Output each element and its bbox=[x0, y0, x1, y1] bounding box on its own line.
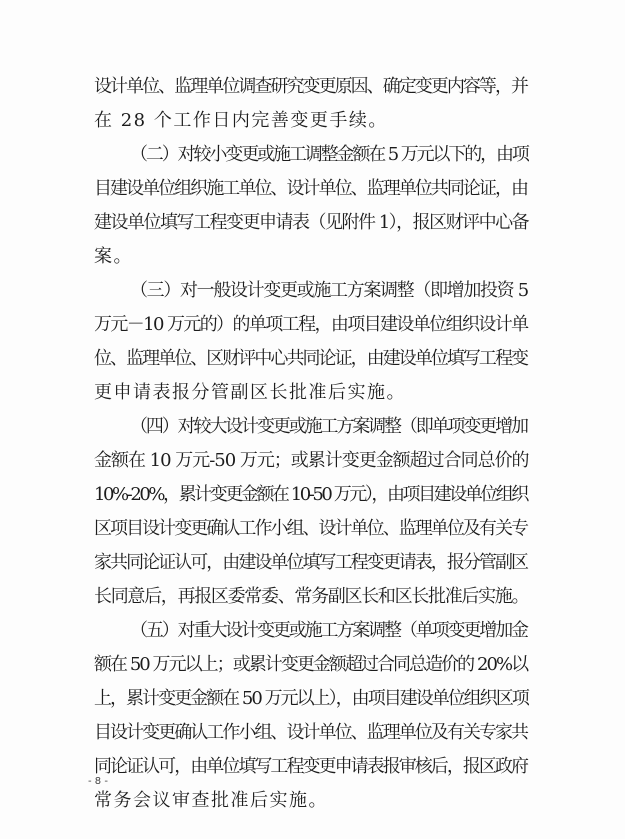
text-line: 同论证认可，由单位填写工程变更申请表报审核后，报区政府 bbox=[94, 756, 528, 777]
text-line: 常务会议审查批准后实施。 bbox=[94, 790, 328, 811]
text-line: 位、监理单位、区财评中心共同论证，由建设单位填写工程变 bbox=[94, 348, 528, 369]
text-line: 在 28 个工作日内完善变更手续。 bbox=[94, 110, 388, 131]
text-line: 上，累计变更金额在 50 万元以上），由项目建设单位组织区项 bbox=[94, 688, 528, 709]
text-line: （二）对较小变更或施工调整金额在 5 万元以下的，由项 bbox=[130, 144, 528, 165]
text-line: 长同意后，再报区委常委、常务副区长和区长批准后实施。 bbox=[94, 586, 529, 607]
text-line: 额在 50 万元以上；或累计变更金额超过合同总造价的 20%以 bbox=[94, 654, 528, 675]
text-line: 金额在 10 万元-50 万元；或累计变更金额超过合同总价的 bbox=[94, 450, 529, 471]
page-number: - 8 - bbox=[88, 776, 108, 787]
text-line: 更申请表报分管副区长批准后实施。 bbox=[94, 382, 406, 403]
text-line: 案。 bbox=[94, 246, 133, 267]
text-line: （三）对一般设计变更或施工方案调整（即增加投资 5 bbox=[130, 280, 528, 301]
text-line: （五）对重大设计变更或施工方案调整（单项变更增加金 bbox=[130, 620, 527, 641]
text-line: 目建设单位组织施工单位、设计单位、监理单位共同论证，由 bbox=[94, 178, 528, 199]
text-line: （四）对较大设计变更或施工方案调整（即单项变更增加 bbox=[130, 416, 527, 437]
text-line: 目设计变更确认工作小组、设计单位、监理单位及有关专家共 bbox=[94, 722, 528, 743]
text-line: 设计单位、监理单位调查研究变更原因、确定变更内容等，并 bbox=[94, 76, 528, 97]
text-line: 10%-20%，累计变更金额在 10-50 万元），由项目建设单位组织 bbox=[94, 484, 527, 505]
text-line: 万元－10 万元的）的单项工程，由项目建设单位组织设计单 bbox=[94, 314, 528, 335]
text-line: 家共同论证认可，由建设单位填写工程变更请表，报分管副区 bbox=[94, 552, 528, 573]
text-line: 建设单位填写工程变更申请表（见附件 1），报区财评中心备 bbox=[94, 212, 529, 233]
text-line: 区项目设计变更确认工作小组、设计单位、监理单位及有关专 bbox=[94, 518, 528, 539]
